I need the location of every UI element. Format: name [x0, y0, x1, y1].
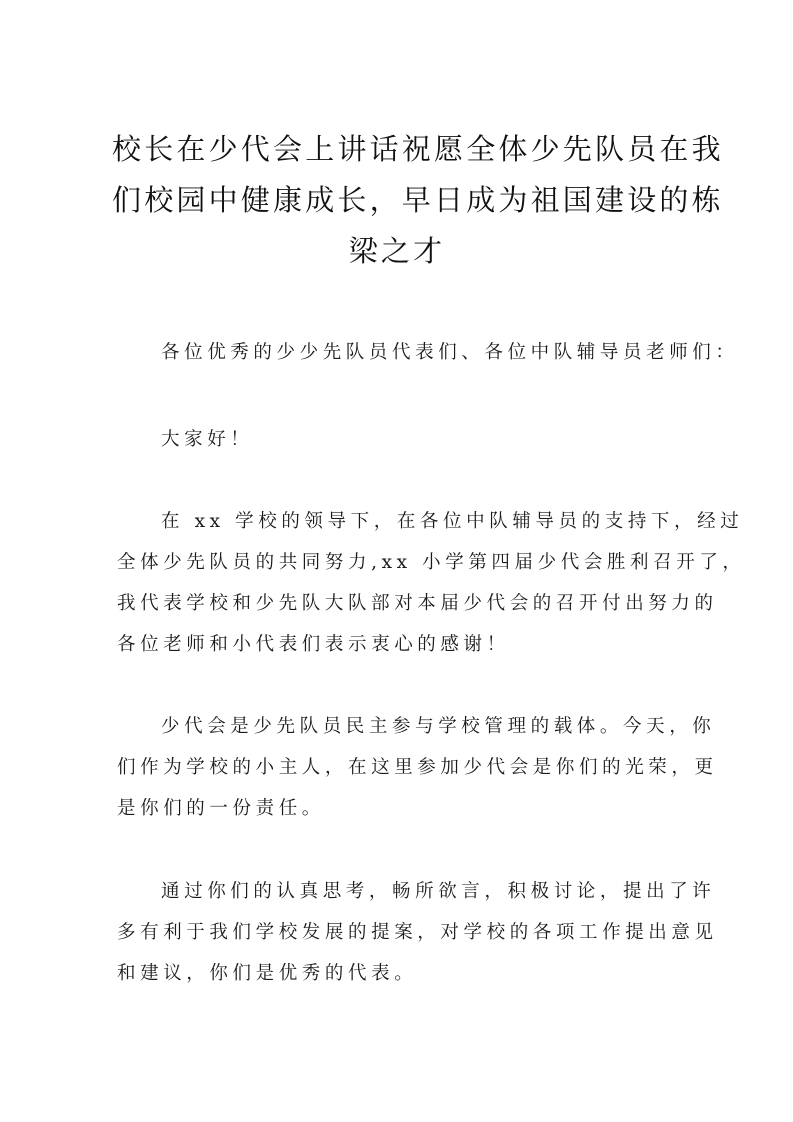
greeting-text: 大家好！ [161, 429, 254, 450]
greeting [117, 419, 687, 460]
document-title [112, 124, 724, 277]
paragraph-thanks [117, 501, 746, 665]
paragraph-line: 们作为学校的小主人，在这里参加少代会是你们的光荣，更 [117, 757, 718, 778]
salutation [117, 332, 739, 373]
paragraph-line: 我代表学校和少先队大队部对本届少代会的召开付出努力的 [117, 593, 718, 614]
title-line-3: 梁之才 [348, 234, 446, 268]
paragraph-responsibility [117, 706, 718, 829]
paragraph-line: 少代会是少先队员民主参与学校管理的载体。今天，你 [161, 716, 716, 737]
paragraph-line: 多有利于我们学校发展的提案，对学校的各项工作提出意见 [117, 922, 718, 943]
paragraph-line: 在 xx 学校的领导下，在各位中队辅导员的支持下，经过 [161, 511, 744, 532]
paragraph-line: 全体少先队员的共同努力,xx 小学第四届少代会胜利召开了， [117, 552, 746, 573]
paragraph-line: 是你们的一份责任。 [117, 798, 325, 819]
paragraph-line: 各位老师和小代表们表示衷心的感谢！ [117, 634, 510, 655]
paragraph-line: 通过你们的认真思考，畅所欲言，积极讨论，提出了许 [161, 881, 716, 902]
paragraph-line: 和建议，你们是优秀的代表。 [117, 963, 418, 984]
title-line-1: 校长在少代会上讲话祝愿全体少先队员在我 [112, 132, 724, 166]
paragraph-proposals [117, 871, 718, 994]
salutation-text: 各位优秀的少少先队员代表们、各位中队辅导员老师们： [161, 342, 739, 363]
title-line-2: 们校园中健康成长，早日成为祖国建设的栋 [112, 183, 724, 217]
